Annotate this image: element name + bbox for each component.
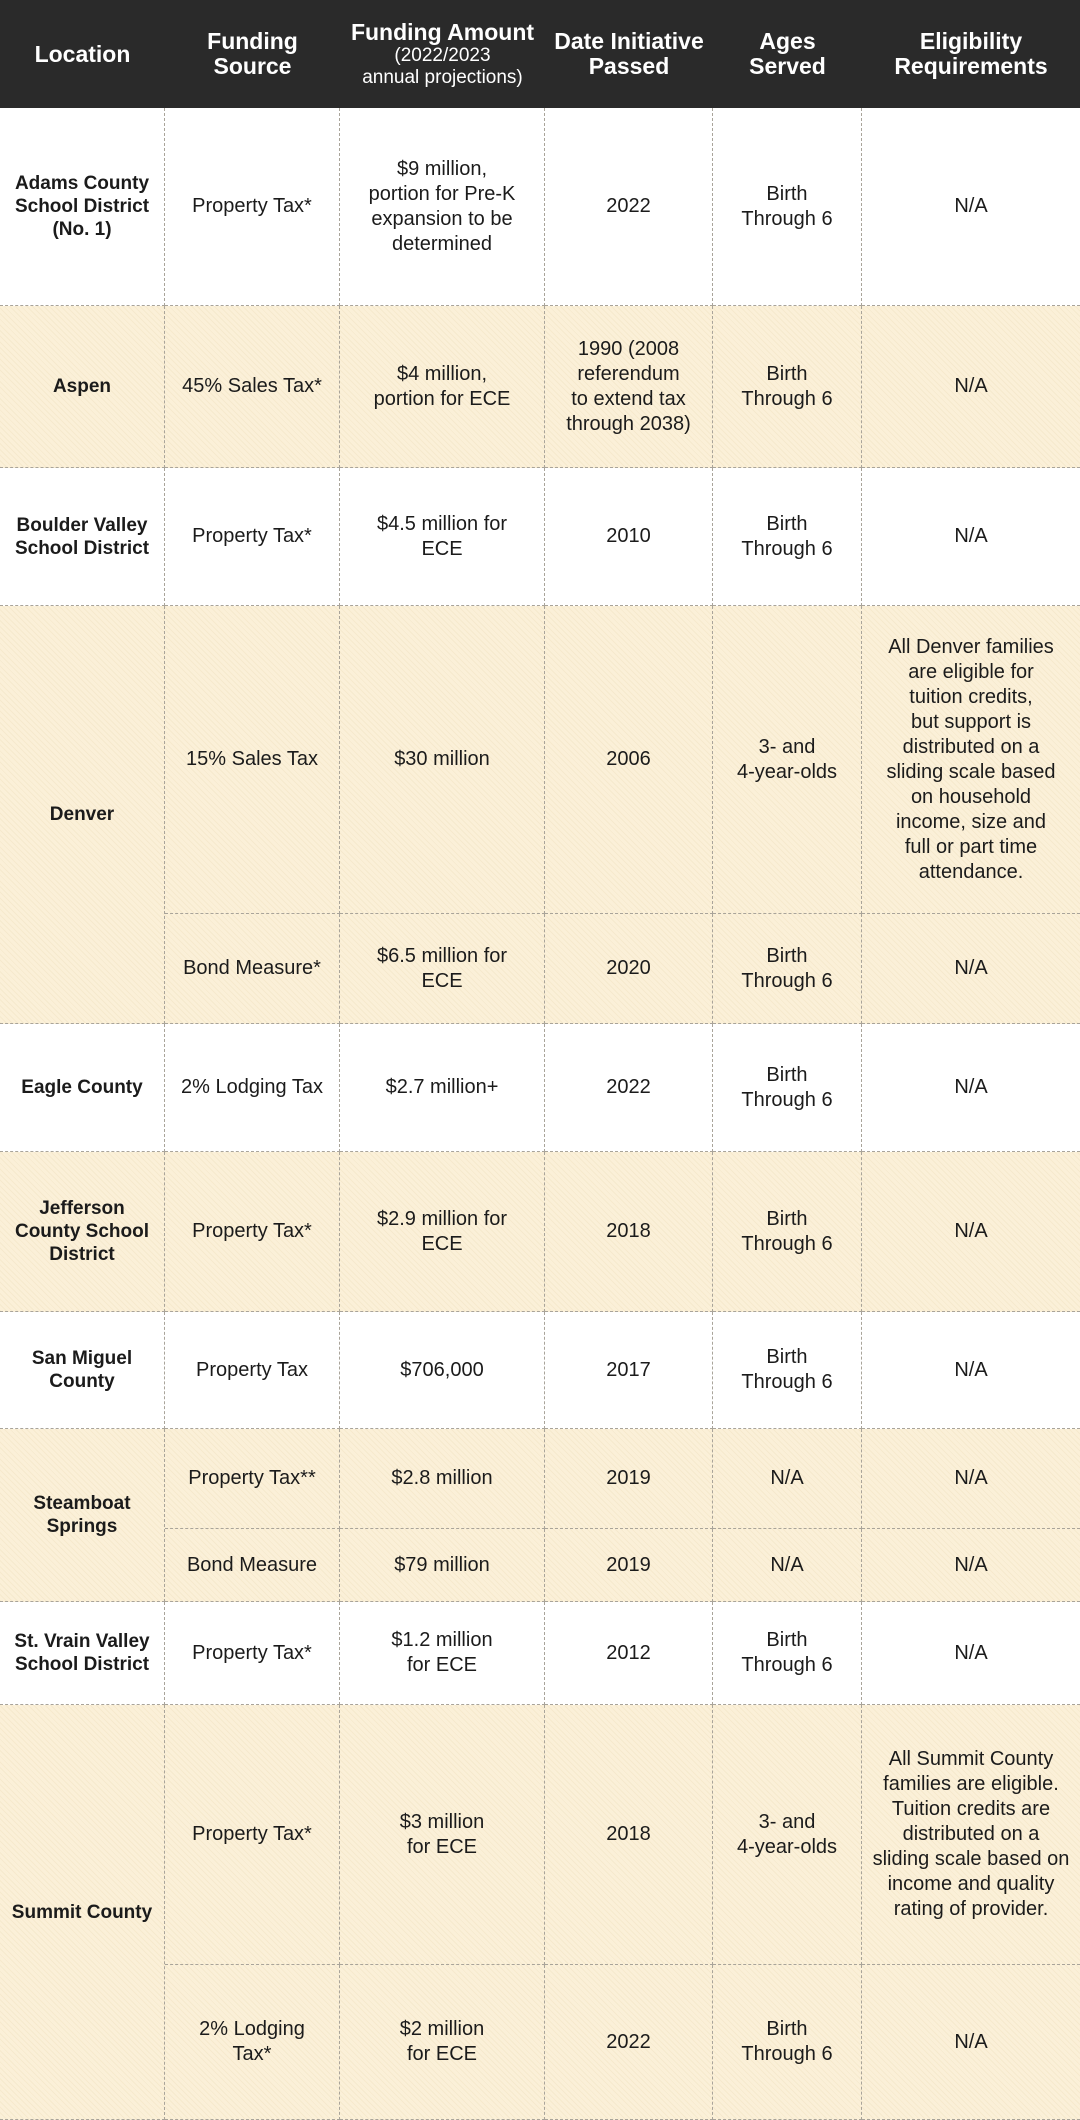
date-passed-cell: 2010	[545, 468, 713, 606]
eligibility-cell: N/A	[862, 1602, 1080, 1705]
ages-served-cell: 3- and 4-year-olds	[713, 606, 862, 914]
location-cell: Aspen	[0, 306, 165, 468]
funding-source-cell: 2% Lodging Tax	[165, 1024, 340, 1152]
funding-source-cell: Property Tax*	[165, 468, 340, 606]
location-cell: Steamboat Springs	[0, 1429, 165, 1602]
funding-source-cell: Property Tax	[165, 1312, 340, 1429]
date-passed-cell: 2019	[545, 1529, 713, 1602]
eligibility-cell: N/A	[862, 1965, 1080, 2120]
location-cell: Eagle County	[0, 1024, 165, 1152]
location-cell: St. Vrain Valley School District	[0, 1602, 165, 1705]
ages-served-cell: Birth Through 6	[713, 914, 862, 1024]
funding-source-cell: Bond Measure	[165, 1529, 340, 1602]
funding-amount-cell: $9 million, portion for Pre-K expansion to be determined	[340, 108, 545, 306]
funding-amount-cell: $2.8 million	[340, 1429, 545, 1529]
funding-source-cell: 2% Lodging Tax*	[165, 1965, 340, 2120]
eligibility-cell: N/A	[862, 108, 1080, 306]
ages-served-cell: Birth Through 6	[713, 1024, 862, 1152]
location-cell: Adams County School District (No. 1)	[0, 108, 165, 306]
date-passed-cell: 2018	[545, 1152, 713, 1312]
location-cell: Jefferson County School District	[0, 1152, 165, 1312]
location-cell: San Miguel County	[0, 1312, 165, 1429]
location-cell: Denver	[0, 606, 165, 1024]
date-passed-cell: 2019	[545, 1429, 713, 1529]
date-passed-cell: 2018	[545, 1705, 713, 1965]
header-eligibility: Eligibility Requirements	[862, 0, 1080, 108]
funding-amount-cell: $706,000	[340, 1312, 545, 1429]
funding-source-cell: Bond Measure*	[165, 914, 340, 1024]
eligibility-cell: N/A	[862, 1312, 1080, 1429]
header-ages-served: Ages Served	[713, 0, 862, 108]
ages-served-cell: Birth Through 6	[713, 108, 862, 306]
funding-source-cell: Property Tax*	[165, 1602, 340, 1705]
funding-source-cell: 45% Sales Tax*	[165, 306, 340, 468]
header-funding-amount	[340, 0, 545, 108]
date-passed-cell: 2006	[545, 606, 713, 914]
funding-amount-cell: $6.5 million for ECE	[340, 914, 545, 1024]
eligibility-cell: N/A	[862, 1152, 1080, 1312]
funding-amount-cell: $4.5 million for ECE	[340, 468, 545, 606]
header-date-passed: Date Initiative Passed	[545, 0, 713, 108]
funding-amount-cell: $3 million for ECE	[340, 1705, 545, 1965]
ages-served-cell: Birth Through 6	[713, 1602, 862, 1705]
ages-served-cell: Birth Through 6	[713, 1312, 862, 1429]
location-cell: Summit County	[0, 1705, 165, 2120]
eligibility-cell: N/A	[862, 914, 1080, 1024]
header-funding-source: Funding Source	[165, 0, 340, 108]
funding-amount-cell: $2.7 million+	[340, 1024, 545, 1152]
funding-amount-cell: $2 million for ECE	[340, 1965, 545, 2120]
date-passed-cell: 2022	[545, 1024, 713, 1152]
location-cell: Boulder Valley School District	[0, 468, 165, 606]
eligibility-cell: N/A	[862, 1429, 1080, 1529]
ages-served-cell: 3- and 4-year-olds	[713, 1705, 862, 1965]
eligibility-cell: All Summit County families are eligible. Tuition credits are distributed on a sliding scale based on income and quality rating of provider.	[862, 1705, 1080, 1965]
eligibility-cell: N/A	[862, 468, 1080, 606]
date-passed-cell: 2020	[545, 914, 713, 1024]
ages-served-cell: N/A	[713, 1529, 862, 1602]
date-passed-cell: 2017	[545, 1312, 713, 1429]
header-funding-amount-note: (2022/2023 annual projections)	[362, 44, 523, 88]
eligibility-cell: N/A	[862, 1529, 1080, 1602]
funding-source-cell: Property Tax*	[165, 1152, 340, 1312]
ages-served-cell: Birth Through 6	[713, 306, 862, 468]
ages-served-cell: Birth Through 6	[713, 1152, 862, 1312]
funding-source-cell: Property Tax*	[165, 1705, 340, 1965]
header-funding-amount-title: Funding Amount	[350, 18, 535, 45]
date-passed-cell: 1990 (2008 referendum to extend tax through 2038)	[545, 306, 713, 468]
funding-source-cell: Property Tax**	[165, 1429, 340, 1529]
ages-served-cell: N/A	[713, 1429, 862, 1529]
date-passed-cell: 2022	[545, 108, 713, 306]
funding-source-cell: Property Tax*	[165, 108, 340, 306]
date-passed-cell: 2022	[545, 1965, 713, 2120]
eligibility-cell: All Denver families are eligible for tuition credits, but support is distributed on a sliding scale based on household income, size and full or part time attendance.	[862, 606, 1080, 914]
funding-amount-cell: $79 million	[340, 1529, 545, 1602]
funding-amount-cell: $4 million, portion for ECE	[340, 306, 545, 468]
funding-amount-cell: $2.9 million for ECE	[340, 1152, 545, 1312]
header-location: Location	[0, 0, 165, 108]
ages-served-cell: Birth Through 6	[713, 1965, 862, 2120]
funding-amount-cell: $1.2 million for ECE	[340, 1602, 545, 1705]
date-passed-cell: 2012	[545, 1602, 713, 1705]
funding-source-cell: 15% Sales Tax	[165, 606, 340, 914]
funding-amount-cell: $30 million	[340, 606, 545, 914]
eligibility-cell: N/A	[862, 306, 1080, 468]
ages-served-cell: Birth Through 6	[713, 468, 862, 606]
eligibility-cell: N/A	[862, 1024, 1080, 1152]
